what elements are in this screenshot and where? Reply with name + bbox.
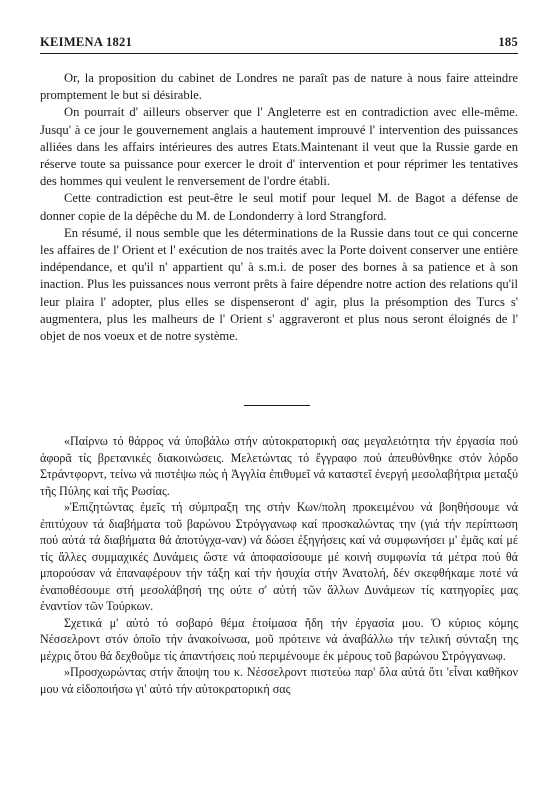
running-title: ΚΕΙΜΕΝΑ 1821 [40,35,133,49]
french-paragraph: En résumé, il nous semble que les déterminations de la Russie dans tout ce qui concerne les affaires de l' Orient et l' exécution de nos traités avec la Porte doivent conserver une entière indépendance, et qu'il n' appartient qu' à s.m.i. de poser des bornes à sa patience et à son inaction. Plus les puissances nous verront prêts à faire dépendre notre action des relations qu'il leur plaira l' adopter, plus elles se dispenseront d' agir, plus la présomption des Turcs s' augmentera, plus les malheurs de l' Orient s' aggraveront et plus nous seront éloignés de l' objet de nos voeux et de notre système. [40,225,518,344]
french-paragraph: Or, la proposition du cabinet de Londres ne paraît pas de nature à nous faire atteindre promptement le but si désirable. [40,71,518,103]
french-paragraph: On pourrait d' ailleurs observer que l' Angleterre est en contradiction avec elle-même. Jusqu' à ce jour le gouvernement anglais a hautement improuvé l' intervention des puissances alliées dans les affairs intérieures des autres Etats.Maintenant il veut que la Russie garde en réserve toute sa puissance pour exercer le droit d' intervention et pour réprimer les tentatives des hommes qui veulent le renversement de l'ordre établi. [40,105,518,189]
greek-text-block [40,433,518,697]
page-number: 185 [498,35,518,49]
greek-paragraph: Σχετικά μ' αὐτό τό σοβαρό θέμα ἑτοίμασα ἤδη τήν ἐργασία μου. Ὁ κύριος κόμης Νέσσελροντ στόν ὁποῖο τήν ἀνακοίνωσα, μοῦ πρότεινε νά ἀναβάλλω τήν τελική σύνταξη της μέχρις ὅτου θά δεχθοῦμε τίς ἀπαντήσεις πού περιμένουμε ἐκ μέρους τοῦ βαρώνου Στρόγγανωφ. [40,615,518,663]
greek-paragraph: »Προσχωρώντας στήν ἄποψη του κ. Νέσσελροντ πιστεύω παρ' ὅλα αὐτά ὅτι 'εἶναι καθῆκον μου νά εἰδοποιήσω γι' αὐτό τήν αὐτοκρατορική σας [40,665,518,696]
section-separator [244,405,310,406]
greek-paragraph: «Παίρνω τό θάρρος νά ὑποβάλω στήν αὐτοκρατορική σας μεγαλειότητα τήν ἐργασία πού ἀφορᾶ τίς βρετανικές διακοινώσεις. Μελετώντας τό ἔγγραφο πού ἀπευθύνθηκε στόν λόρδο Στράντφορντ, τείνω νά πιστέψω πώς ἡ Ἀγγλία ἐπιθυμεῖ νά καταστεῖ ἐνεργή μεσολαβήτρια μεταξύ τῆς Πύλης καί τῆς Ρωσίας. [40,434,518,498]
header-rule [40,53,518,54]
french-text-block [40,70,518,345]
french-paragraph: Cette contradiction est peut-être le seul motif pour lequel M. de Bagot a défense de donner copie de la dépêche du M. de Londonderry à lord Strangford. [40,191,518,223]
greek-paragraph: »Ἐπιζητώντας ἐμεῖς τή σύμπραξη της στήν Κων/πολη προκειμένου νά βοηθήσουμε νά ἐπιτύχουν τά διαβήματα τοῦ βαρώνου Στρόγγανωφ καί προσκαλώντας την (γιά τήν περίπτωση πού αὐτά τά διαβήματα θά ἀποτύγχα-ναν) νά δώσει ἐξηγήσεις καί νά συμφωνήσει μ' ἐμᾶς καί μέ τίς ἄλλες συμμαχικές Δυνάμεις ὥστε νά ἀποφασίσουμε μέ κοινή συμφωνία τά μέτρα πού θά μπορούσαν νά ἐπαναφέρουν τήν τάξη καί τήν ἡσυχία στήν Ἀνατολή, δέν σκεφθήκαμε ποτέ νά ἐναποθέσουμε στή μεσολάβησή της ούτε σ' αὐτή τῶν ἄλλων Δυνάμεων τίς κατηγορίες μας ἐναντίον τῶν Τούρκων. [40,500,518,613]
running-header [40,36,518,50]
